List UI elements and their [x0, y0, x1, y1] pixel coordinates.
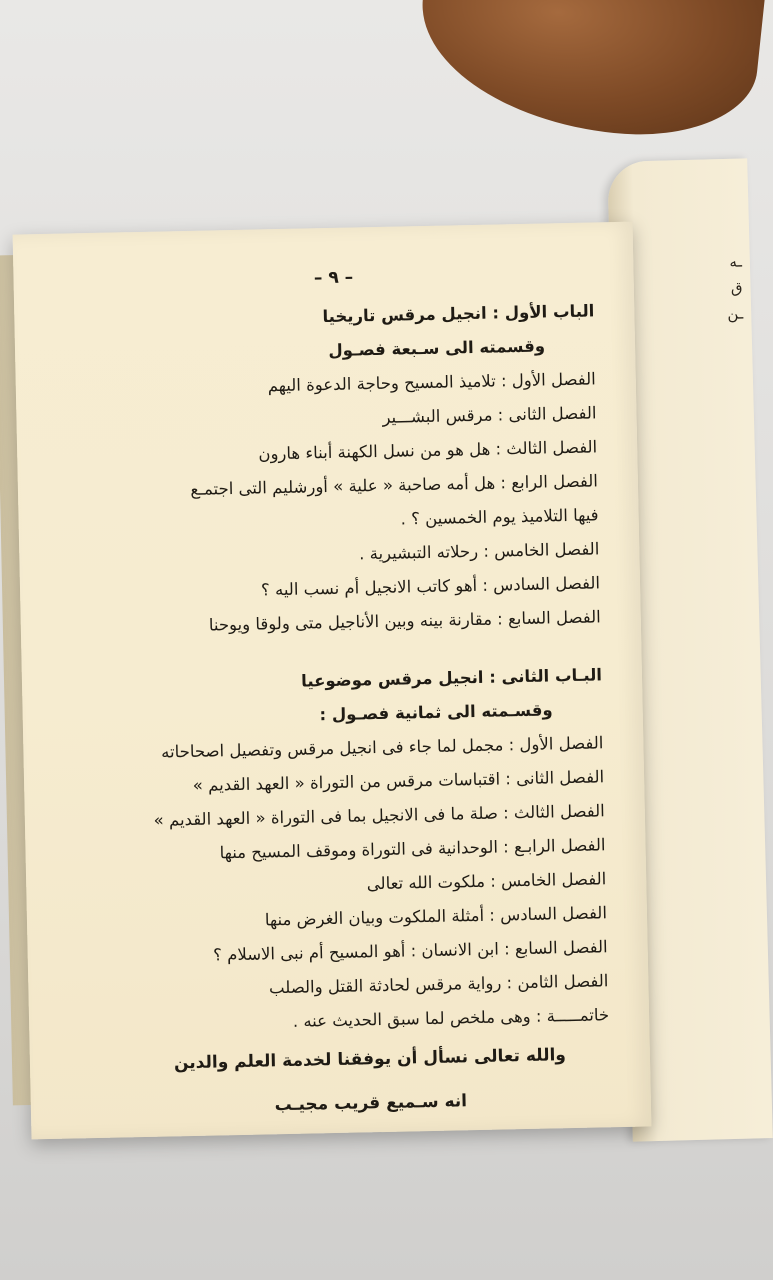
part2-chapter: الفصل الثالث : صلة ما فى الانجيل بما فى التوراة « العهد القديم »: [153, 801, 605, 830]
part1-chapter: الفصل السادس : أهو كاتب الانجيل أم نسب اليه ؟: [260, 573, 601, 600]
part2-chapter: الفصل الخامس : ملكوت الله تعالى: [366, 869, 607, 894]
part1-chapter: الفصل الأول : تلاميذ المسيح وحاجة الدعوة اليهم: [267, 369, 596, 396]
next-page-fragment: ق: [730, 278, 743, 297]
part2-chapter: الفصل الثانى : اقتباسات مرقس من التوراة « العهد القديم »: [192, 767, 605, 795]
next-page-text: [726, 249, 744, 327]
part1-chapter: الفصل الثانى : مرقس البشـــير: [382, 403, 597, 427]
part2-chapter: الفصل الرابـع : الوحدانية فى التوراة وموقف المسيح منها: [219, 835, 606, 863]
closing-prayer: والله تعالى نسأل أن يوفقنا لخدمة العلم والدين: [173, 1045, 567, 1074]
part2-conclusion: خاتمـــــة : وهى ملخص لما سبق الحديث عنه .: [292, 1005, 610, 1031]
part1-chapter: الفصل الثالث : هل هو من نسل الكهنة أبناء هارون: [258, 437, 598, 464]
part2-division: وقسـمته الى ثمانية فصـول :: [319, 700, 553, 725]
part2-chapter: الفصل السادس : أمثلة الملكوت وبيان الغرض منها: [264, 903, 608, 930]
part1-division: وقسمته الى سـبعة فصـول: [328, 336, 546, 361]
part1-chapter: فيها التلاميذ يوم الخمسين ؟ .: [400, 505, 599, 529]
closing-prayer: انه سـميع قريب مجيـب: [274, 1091, 468, 1116]
book-page: [13, 222, 652, 1140]
next-page-fragment: ـه: [729, 252, 743, 271]
part1-chapter: الفصل الخامس : رحلاته التبشيرية .: [358, 539, 600, 564]
part2-chapter: الفصل الثامن : رواية مرقس لحادثة القتل والصلب: [268, 971, 609, 998]
part2-chapter: الفصل الأول : مجمل لما جاء فى انجيل مرقس وتفصيل اصحاحاته: [160, 733, 604, 762]
cloth-background: [411, 0, 769, 147]
part1-title: الباب الأول : انجيل مرقس تاريخيا: [322, 301, 595, 327]
part1-chapter: الفصل الرابع : هل أمه صاحبة « علية » أورشليم التى اجتمـع: [190, 471, 599, 499]
part1-chapter: الفصل السابع : مقارنة بينه وبين الأناجيل متى ولوقا ويوحنا: [208, 607, 601, 635]
part2-title: البـاب الثانى : انجيل مرقس موضوعيا: [300, 665, 603, 691]
page-number: – ٩ –: [313, 267, 354, 289]
page-content: [73, 262, 611, 1131]
next-page-fragment: ـن: [727, 304, 744, 323]
part2-chapter: الفصل السابع : ابن الانسان : أهو المسيح أم نبى الاسلام ؟: [212, 937, 608, 965]
